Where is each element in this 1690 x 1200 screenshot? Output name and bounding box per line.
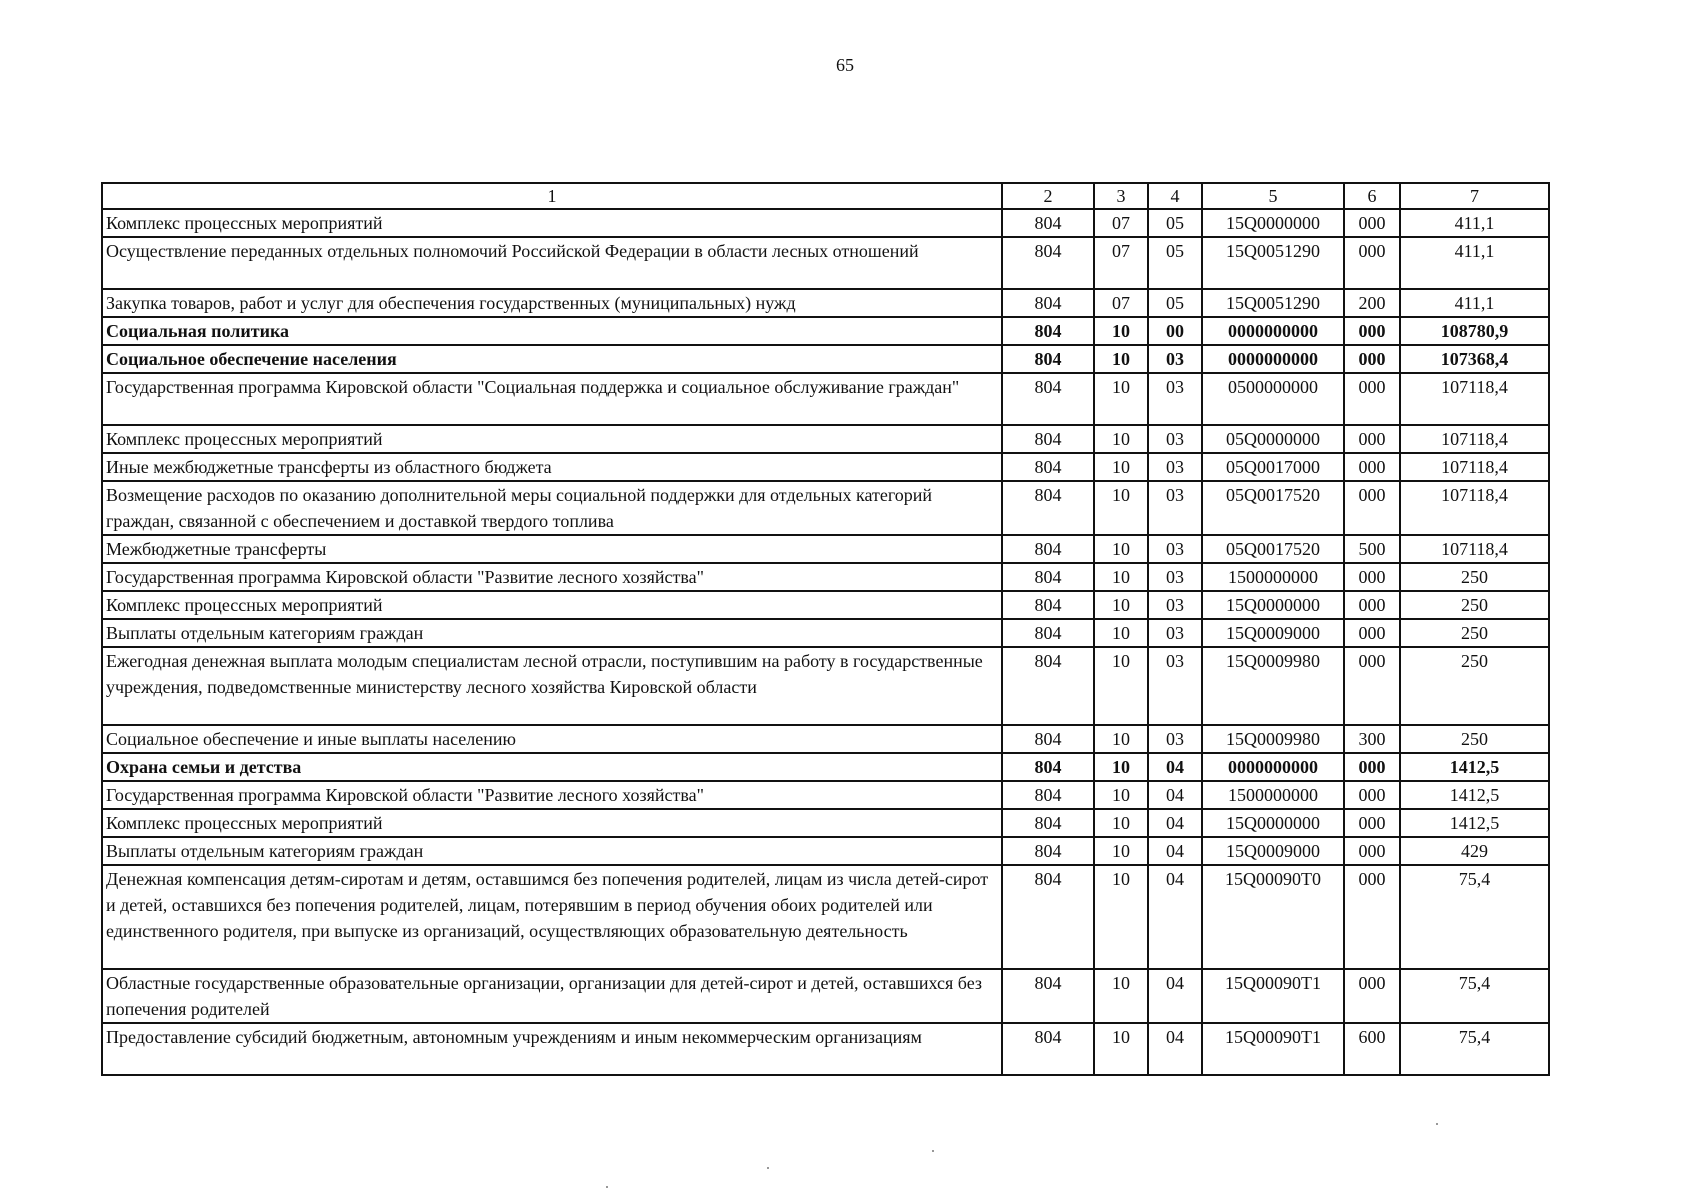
budget-table [101,182,1550,1076]
row-name: Государственная программа Кировской области "Развитие лесного хозяйства" [102,563,1002,591]
table-row [102,591,1549,619]
cell-col-6: 000 [1344,345,1400,373]
cell-col-5: 05Q0017520 [1202,535,1344,563]
row-name: Ежегодная денежная выплата молодым специалистам лесной отрасли, поступившим на работу в государственные учреждения, подведомственные министерству лесного хозяйства Кировской области [102,647,1002,725]
cell-amount: 411,1 [1400,209,1549,237]
cell-col-2: 804 [1002,619,1094,647]
table-row [102,563,1549,591]
scan-speck [932,1150,934,1152]
table-row [102,481,1549,535]
cell-col-4: 03 [1148,591,1202,619]
scan-speck [767,1167,769,1169]
row-name: Государственная программа Кировской области "Развитие лесного хозяйства" [102,781,1002,809]
cell-col-5: 1500000000 [1202,781,1344,809]
cell-col-2: 804 [1002,753,1094,781]
cell-col-3: 10 [1094,837,1148,865]
cell-col-6: 000 [1344,317,1400,345]
cell-amount: 1412,5 [1400,809,1549,837]
cell-col-2: 804 [1002,535,1094,563]
cell-col-2: 804 [1002,289,1094,317]
table-row [102,535,1549,563]
cell-col-6: 000 [1344,619,1400,647]
row-name: Комплекс процессных мероприятий [102,209,1002,237]
cell-col-2: 804 [1002,1023,1094,1075]
cell-col-4: 05 [1148,209,1202,237]
cell-col-5: 15Q00090T1 [1202,969,1344,1023]
cell-amount: 250 [1400,563,1549,591]
cell-col-6: 000 [1344,563,1400,591]
cell-col-5: 15Q0051290 [1202,237,1344,289]
cell-amount: 411,1 [1400,237,1549,289]
cell-col-6: 000 [1344,781,1400,809]
column-number: 5 [1202,183,1344,209]
cell-col-3: 10 [1094,809,1148,837]
row-name: Выплаты отдельным категориям граждан [102,619,1002,647]
scan-speck [1436,1123,1438,1125]
cell-col-2: 804 [1002,345,1094,373]
row-name: Комплекс процессных мероприятий [102,809,1002,837]
cell-col-4: 03 [1148,563,1202,591]
row-name: Социальная политика [102,317,1002,345]
cell-col-3: 10 [1094,481,1148,535]
row-name: Государственная программа Кировской области "Социальная поддержка и социальное обслуживание граждан" [102,373,1002,425]
cell-col-4: 03 [1148,619,1202,647]
cell-col-5: 15Q00090T1 [1202,1023,1344,1075]
cell-col-6: 000 [1344,373,1400,425]
cell-col-6: 000 [1344,453,1400,481]
cell-col-6: 000 [1344,969,1400,1023]
row-name: Осуществление переданных отдельных полномочий Российской Федерации в области лесных отношений [102,237,1002,289]
cell-col-6: 500 [1344,535,1400,563]
cell-col-4: 04 [1148,781,1202,809]
table-row [102,237,1549,289]
cell-col-6: 000 [1344,481,1400,535]
cell-col-4: 03 [1148,453,1202,481]
row-name: Закупка товаров, работ и услуг для обеспечения государственных (муниципальных) нужд [102,289,1002,317]
table-row [102,619,1549,647]
cell-col-3: 10 [1094,345,1148,373]
cell-col-3: 10 [1094,753,1148,781]
cell-amount: 250 [1400,647,1549,725]
cell-col-4: 05 [1148,289,1202,317]
cell-col-4: 04 [1148,753,1202,781]
cell-col-5: 15Q0000000 [1202,591,1344,619]
cell-col-2: 804 [1002,969,1094,1023]
cell-col-4: 03 [1148,373,1202,425]
cell-col-2: 804 [1002,317,1094,345]
column-number: 7 [1400,183,1549,209]
cell-col-6: 200 [1344,289,1400,317]
row-name: Возмещение расходов по оказанию дополнительной меры социальной поддержки для отдельных категорий граждан, связанной с обеспечением и доставкой твердого топлива [102,481,1002,535]
cell-col-2: 804 [1002,209,1094,237]
row-name: Денежная компенсация детям-сиротам и детям, оставшимся без попечения родителей, лицам из числа детей-сирот и детей, оставшихся без попечения родителей, лицам, потерявшим в период обучения обоих родителей или единственного родителя, при выпуске из организаций, осуществляющих образовательную деятельность [102,865,1002,969]
row-name: Предоставление субсидий бюджетным, автономным учреждениям и иным некоммерческим организациям [102,1023,1002,1075]
cell-col-5: 15Q00090T0 [1202,865,1344,969]
cell-col-3: 10 [1094,725,1148,753]
table-row [102,809,1549,837]
table-body [102,209,1549,1075]
cell-col-6: 600 [1344,1023,1400,1075]
cell-col-6: 000 [1344,865,1400,969]
row-name: Охрана семьи и детства [102,753,1002,781]
cell-col-3: 10 [1094,453,1148,481]
cell-amount: 75,4 [1400,865,1549,969]
row-name: Областные государственные образовательные организации, организации для детей-сирот и детей, оставшихся без попечения родителей [102,969,1002,1023]
cell-col-6: 000 [1344,591,1400,619]
cell-col-5: 0000000000 [1202,753,1344,781]
cell-col-4: 03 [1148,425,1202,453]
table-row [102,781,1549,809]
cell-col-5: 15Q0009980 [1202,725,1344,753]
cell-amount: 107118,4 [1400,425,1549,453]
row-name: Комплекс процессных мероприятий [102,591,1002,619]
cell-col-3: 07 [1094,237,1148,289]
cell-amount: 250 [1400,591,1549,619]
cell-col-5: 0000000000 [1202,317,1344,345]
page-number: 65 [836,55,854,75]
cell-col-5: 05Q0017000 [1202,453,1344,481]
cell-col-6: 000 [1344,209,1400,237]
cell-col-3: 10 [1094,865,1148,969]
cell-col-5: 05Q0000000 [1202,425,1344,453]
table-row [102,837,1549,865]
cell-col-5: 15Q0009000 [1202,837,1344,865]
cell-col-2: 804 [1002,865,1094,969]
cell-col-3: 10 [1094,781,1148,809]
cell-col-6: 000 [1344,647,1400,725]
cell-col-6: 300 [1344,725,1400,753]
column-number: 4 [1148,183,1202,209]
cell-col-4: 00 [1148,317,1202,345]
table-row [102,345,1549,373]
table-row [102,373,1549,425]
cell-col-3: 10 [1094,563,1148,591]
row-name: Комплекс процессных мероприятий [102,425,1002,453]
row-name: Социальное обеспечение и иные выплаты населению [102,725,1002,753]
table-row [102,725,1549,753]
table-row [102,753,1549,781]
cell-col-2: 804 [1002,453,1094,481]
cell-col-3: 10 [1094,317,1148,345]
cell-amount: 250 [1400,619,1549,647]
column-number: 6 [1344,183,1400,209]
cell-col-2: 804 [1002,237,1094,289]
cell-amount: 1412,5 [1400,781,1549,809]
cell-col-4: 03 [1148,725,1202,753]
cell-col-5: 0000000000 [1202,345,1344,373]
cell-col-5: 15Q0009980 [1202,647,1344,725]
cell-col-2: 804 [1002,563,1094,591]
row-name: Межбюджетные трансферты [102,535,1002,563]
cell-amount: 107118,4 [1400,453,1549,481]
cell-col-4: 03 [1148,345,1202,373]
table-row [102,209,1549,237]
scan-speck [606,1186,608,1188]
cell-col-3: 10 [1094,1023,1148,1075]
cell-col-3: 10 [1094,619,1148,647]
cell-col-2: 804 [1002,373,1094,425]
table-row [102,317,1549,345]
cell-col-5: 05Q0017520 [1202,481,1344,535]
cell-col-4: 03 [1148,481,1202,535]
cell-col-5: 15Q0000000 [1202,209,1344,237]
cell-amount: 1412,5 [1400,753,1549,781]
cell-col-6: 000 [1344,809,1400,837]
cell-col-2: 804 [1002,809,1094,837]
cell-col-4: 04 [1148,809,1202,837]
cell-col-2: 804 [1002,725,1094,753]
cell-col-4: 03 [1148,647,1202,725]
cell-col-4: 04 [1148,865,1202,969]
cell-col-4: 04 [1148,1023,1202,1075]
cell-col-6: 000 [1344,753,1400,781]
row-name: Иные межбюджетные трансферты из областного бюджета [102,453,1002,481]
column-number: 3 [1094,183,1148,209]
cell-amount: 250 [1400,725,1549,753]
cell-amount: 107118,4 [1400,481,1549,535]
table-row [102,289,1549,317]
cell-amount: 75,4 [1400,969,1549,1023]
cell-col-3: 07 [1094,289,1148,317]
cell-col-3: 10 [1094,535,1148,563]
cell-amount: 108780,9 [1400,317,1549,345]
cell-col-6: 000 [1344,425,1400,453]
cell-col-3: 10 [1094,969,1148,1023]
cell-amount: 107118,4 [1400,535,1549,563]
cell-amount: 429 [1400,837,1549,865]
cell-col-4: 04 [1148,969,1202,1023]
cell-col-5: 15Q0051290 [1202,289,1344,317]
cell-col-3: 10 [1094,373,1148,425]
cell-amount: 411,1 [1400,289,1549,317]
cell-amount: 75,4 [1400,1023,1549,1075]
cell-col-3: 10 [1094,425,1148,453]
table-row [102,453,1549,481]
table-row [102,865,1549,969]
column-number-row [102,183,1549,209]
cell-amount: 107118,4 [1400,373,1549,425]
table-row [102,969,1549,1023]
table-row [102,647,1549,725]
cell-col-2: 804 [1002,781,1094,809]
row-name: Выплаты отдельным категориям граждан [102,837,1002,865]
cell-col-5: 1500000000 [1202,563,1344,591]
cell-col-3: 10 [1094,591,1148,619]
cell-col-5: 15Q0000000 [1202,809,1344,837]
cell-col-3: 07 [1094,209,1148,237]
cell-col-4: 04 [1148,837,1202,865]
column-number: 2 [1002,183,1094,209]
cell-col-3: 10 [1094,647,1148,725]
cell-col-5: 0500000000 [1202,373,1344,425]
cell-col-5: 15Q0009000 [1202,619,1344,647]
cell-col-6: 000 [1344,837,1400,865]
row-name: Социальное обеспечение населения [102,345,1002,373]
table-row [102,1023,1549,1075]
cell-col-2: 804 [1002,425,1094,453]
cell-col-2: 804 [1002,591,1094,619]
cell-col-2: 804 [1002,647,1094,725]
cell-col-2: 804 [1002,481,1094,535]
cell-col-2: 804 [1002,837,1094,865]
cell-col-6: 000 [1344,237,1400,289]
cell-col-4: 05 [1148,237,1202,289]
cell-col-4: 03 [1148,535,1202,563]
cell-amount: 107368,4 [1400,345,1549,373]
table-row [102,425,1549,453]
column-number: 1 [102,183,1002,209]
